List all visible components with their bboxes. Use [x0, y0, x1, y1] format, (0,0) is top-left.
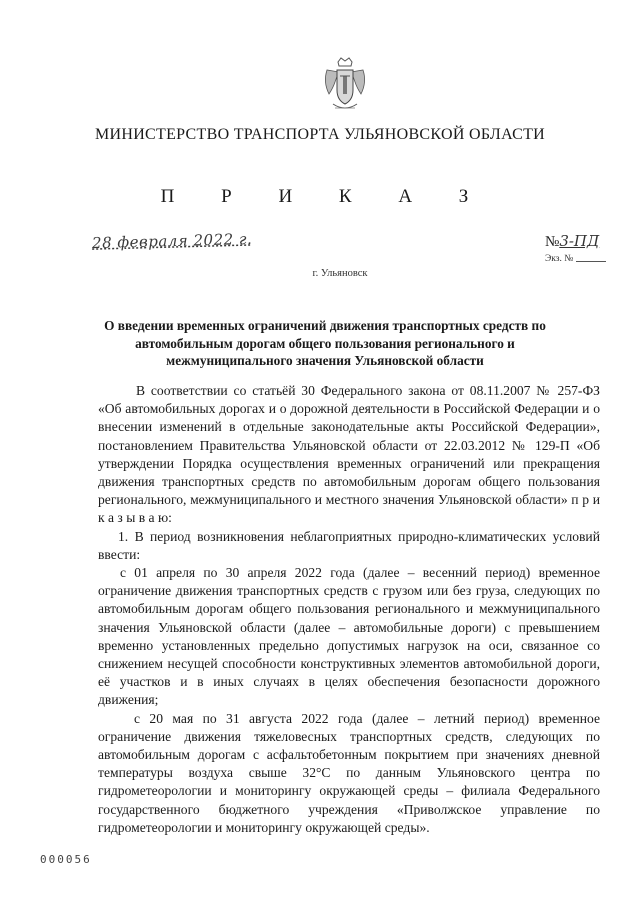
- order-date-handwritten: 28 февраля 2022 г.: [91, 229, 253, 253]
- order-number-prefix: №: [545, 234, 560, 250]
- order-number: [545, 232, 599, 251]
- document-serial-number: 000056: [40, 853, 92, 866]
- document-title: П Р И К А З: [160, 186, 490, 207]
- body-paragraph: с 20 мая по 31 августа 2022 года (далее – летний период) временное ограничение движения тяжеловесных транспортных средств, следующих по автомобильным дорогам с асфальтобетонным покрытием при значениях дневной температуры воздуха свыше 32°С по данным Ульяновского центра по гидрометеорологии и мониторингу окружающей среды – филиала Федерального государственного бюджетного учреждения «Приволжское управление по гидрометеорологии и мониторингу окружающей среды».: [98, 710, 600, 835]
- copy-number: [545, 254, 606, 264]
- copy-number-label: Экз. №: [545, 254, 574, 264]
- ministry-name: МИНИСТЕРСТВО ТРАНСПОРТА УЛЬЯНОВСКОЙ ОБЛАСТИ: [94, 126, 546, 143]
- coat-of-arms-icon: [321, 56, 369, 114]
- document-city: г. Ульяновск: [312, 268, 368, 279]
- body-paragraph: с 01 апреля по 30 апреля 2022 года (далее – весенний период) временное ограничение движения транспортных средств с грузом или без груза, следующих по автомобильным дорогам общего пользования регионального и межмуниципального значения Ульяновской области (далее – автомобильные дороги) с превышением временно установленных предельно допустимых нагрузок на оси, связанное со снижением несущей способности конструктивных элементов автомобильной дороги, её участков и в иных случаях в целях обеспечения безопасности дорожного движения;: [98, 565, 600, 708]
- body-paragraph: В соответствии со статьёй 30 Федерального закона от 08.11.2007 № 257-ФЗ «Об автомобильных дорогах и о дорожной деятельности в Российской Федерации и о внесении изменений в отдельные законодательные акты Российской Федерации», постановлением Правительства Ульяновской области от 22.03.2012 № 129-П «Об утверждении Порядка осуществления временных ограничений или прекращения движения транспортных средств по автомобильным дорогам общего пользования регионального, межмуниципального и местного значения Ульяновской области» п р и к а з ы в а ю:: [98, 383, 600, 526]
- document-subject: О введении временных ограничений движения транспортных средств по автомобильным дорогам общего пользования регионального и межмуниципального значения Ульяновской области: [104, 318, 546, 368]
- order-number-handwritten: 3-ПД: [559, 232, 600, 250]
- copy-number-blank: [576, 261, 606, 262]
- document-body: [98, 382, 600, 837]
- body-paragraph: 1. В период возникновения неблагоприятных природно-климатических условий ввести:: [98, 528, 600, 562]
